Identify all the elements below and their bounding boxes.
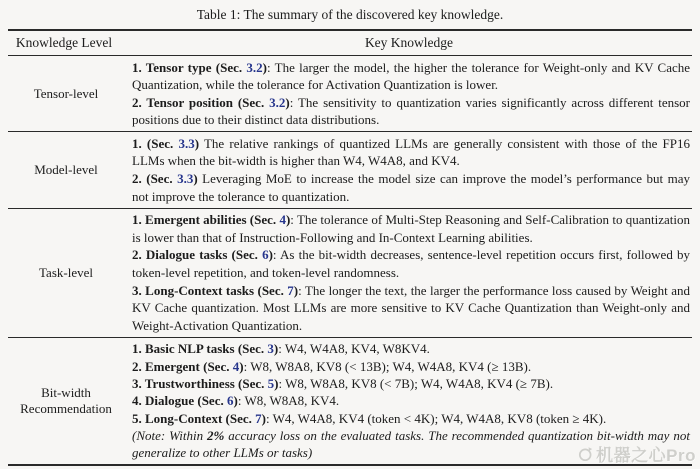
table-body xyxy=(8,56,692,466)
knowledge-level-cell: Tensor-level xyxy=(33,85,99,101)
key-knowledge-cell xyxy=(124,209,692,337)
text-segment: Leveraging MoE to increase the model size can improve the model’s performance but may not improve the tolerance to quantization. xyxy=(132,171,690,204)
text-segment: 2. Emergent (Sec. xyxy=(132,358,233,374)
key-knowledge-item xyxy=(132,358,690,375)
section-link[interactable]: 4 xyxy=(232,358,240,374)
key-knowledge-item xyxy=(132,170,690,205)
text-segment: 4. Dialogue (Sec. xyxy=(132,393,227,409)
text-segment: : W8, W8A8, KV8 (< 7B); W4, W4A8, KV4 (≥ 7B). xyxy=(278,376,554,391)
key-knowledge-item xyxy=(132,375,690,392)
table-caption: Table 1: The summary of the discovered key knowledge. xyxy=(196,7,504,22)
key-knowledge-item xyxy=(132,135,690,170)
text-segment: : W8, W8A8, KV8 (< 13B); W4, W4A8, KV4 (≥ 13B). xyxy=(243,358,532,374)
text-segment: : The tolerance of Multi-Step Reasoning and Self-Calibration to quantization is lower than that of Instruction-Following and In-Context Learning abilities. xyxy=(132,212,690,245)
column-header-key-knowledge: Key Knowledge xyxy=(364,35,454,50)
text-segment: : The longer the text, the larger the performance loss caused by Weight and KV Cache quantization. Most LLMs are more sensitive to KV Cache Quantization than Weight-only and Weight-Activation Quantization. xyxy=(132,282,690,333)
table-row xyxy=(8,56,692,132)
text-segment: ) xyxy=(293,282,299,298)
knowledge-level-cell: Bit-width Recommendation xyxy=(20,384,112,416)
section-link[interactable]: 4 xyxy=(279,212,286,228)
section-link[interactable]: 3.2 xyxy=(269,94,286,110)
text-segment: 2. Tensor position (Sec. xyxy=(132,94,270,110)
key-knowledge-cell xyxy=(124,132,692,207)
knowledge-level-cell: Model-level xyxy=(34,162,98,178)
knowledge-level-cell: Task-level xyxy=(39,264,93,280)
text-segment: : As the bit-width decreases, sentence-level repetition occurs first, followed by token-level repetition, and token-level randomness. xyxy=(132,247,690,281)
text-segment: ) xyxy=(274,376,279,391)
text-segment: 2. Dialogue tasks (Sec. xyxy=(132,247,263,263)
key-knowledge-item xyxy=(132,340,690,357)
section-link[interactable]: 6 xyxy=(226,393,234,409)
section-link[interactable]: 6 xyxy=(262,247,269,263)
text-segment: : The sensitivity to quantization varies significantly across different tensor positions due to their distinct data distributions. xyxy=(132,94,690,128)
key-knowledge-item xyxy=(132,94,690,129)
table-row xyxy=(8,132,692,208)
key-knowledge-item xyxy=(132,246,690,281)
section-link[interactable]: 3.2 xyxy=(246,59,263,75)
column-header-knowledge-level: Knowledge Level xyxy=(15,35,113,50)
text-segment: : W4, W4A8, KV4, W8KV4. xyxy=(278,341,430,357)
text-segment: The relative rankings of quantized LLMs are generally consistent with those of the FP16 LLMs when the bit-width is higher than W4, W4A8, and KV4. xyxy=(132,135,690,169)
text-segment: ) xyxy=(285,94,290,110)
text-segment: 5. Long-Context (Sec. xyxy=(132,410,256,426)
section-link[interactable]: 3.3 xyxy=(178,135,195,151)
text-segment: ) xyxy=(193,171,198,187)
text-segment: ) xyxy=(262,59,268,75)
key-knowledge-item xyxy=(132,410,690,427)
text-segment: 1. Emergent abilities (Sec. xyxy=(132,212,280,228)
section-link[interactable]: 7 xyxy=(287,282,294,298)
text-segment: ) xyxy=(273,341,279,357)
section-link[interactable]: 3 xyxy=(267,341,274,357)
text-segment: ) xyxy=(285,212,291,228)
table-row xyxy=(8,209,692,338)
text-segment: 2. (Sec. xyxy=(132,171,178,187)
text-segment: 3. Long-Context tasks (Sec. xyxy=(132,282,288,298)
watermark xyxy=(578,441,696,466)
text-segment: : W4, W4A8, KV4 (token < 4K); W4, W4A8, KV8 (token ≥ 4K). xyxy=(265,410,607,426)
section-link[interactable]: 3.3 xyxy=(177,171,194,187)
text-segment: (Note: Within xyxy=(132,427,207,443)
key-knowledge-item xyxy=(132,211,690,246)
machine-heart-logo-icon xyxy=(578,446,594,462)
text-segment: ) xyxy=(194,135,200,151)
key-knowledge-item xyxy=(132,282,690,335)
section-link[interactable]: 5 xyxy=(267,376,275,391)
text-segment: 1. Tensor type (Sec. xyxy=(132,59,247,75)
key-knowledge-item xyxy=(132,392,690,409)
text-segment: ) xyxy=(239,358,244,374)
text-segment: 2% xyxy=(206,427,225,443)
summary-table xyxy=(8,29,692,466)
text-segment: 1. Basic NLP tasks (Sec. xyxy=(132,341,268,357)
text-segment: ) xyxy=(268,247,273,263)
key-knowledge-item xyxy=(132,59,690,94)
text-segment: 1. (Sec. xyxy=(132,135,179,151)
section-link[interactable]: 7 xyxy=(255,410,262,426)
watermark-text: 机器之心Pro xyxy=(596,446,696,465)
text-segment: accuracy loss on the evaluated tasks. The recommended quantization bit-width may not generalize to other LLMs or tasks) xyxy=(132,427,690,461)
text-segment: ) xyxy=(261,410,266,426)
table-header-row xyxy=(8,31,692,56)
text-segment: ) xyxy=(233,393,238,409)
text-segment: : W8, W8A8, KV4. xyxy=(237,393,340,409)
text-segment: 3. Trustworthiness (Sec. xyxy=(132,376,268,391)
key-knowledge-cell xyxy=(124,56,692,131)
text-segment: : The larger the model, the higher the tolerance for Weight-only and KV Cache Quantization, while the tolerance for Activation Quantization is lower. xyxy=(132,59,691,93)
